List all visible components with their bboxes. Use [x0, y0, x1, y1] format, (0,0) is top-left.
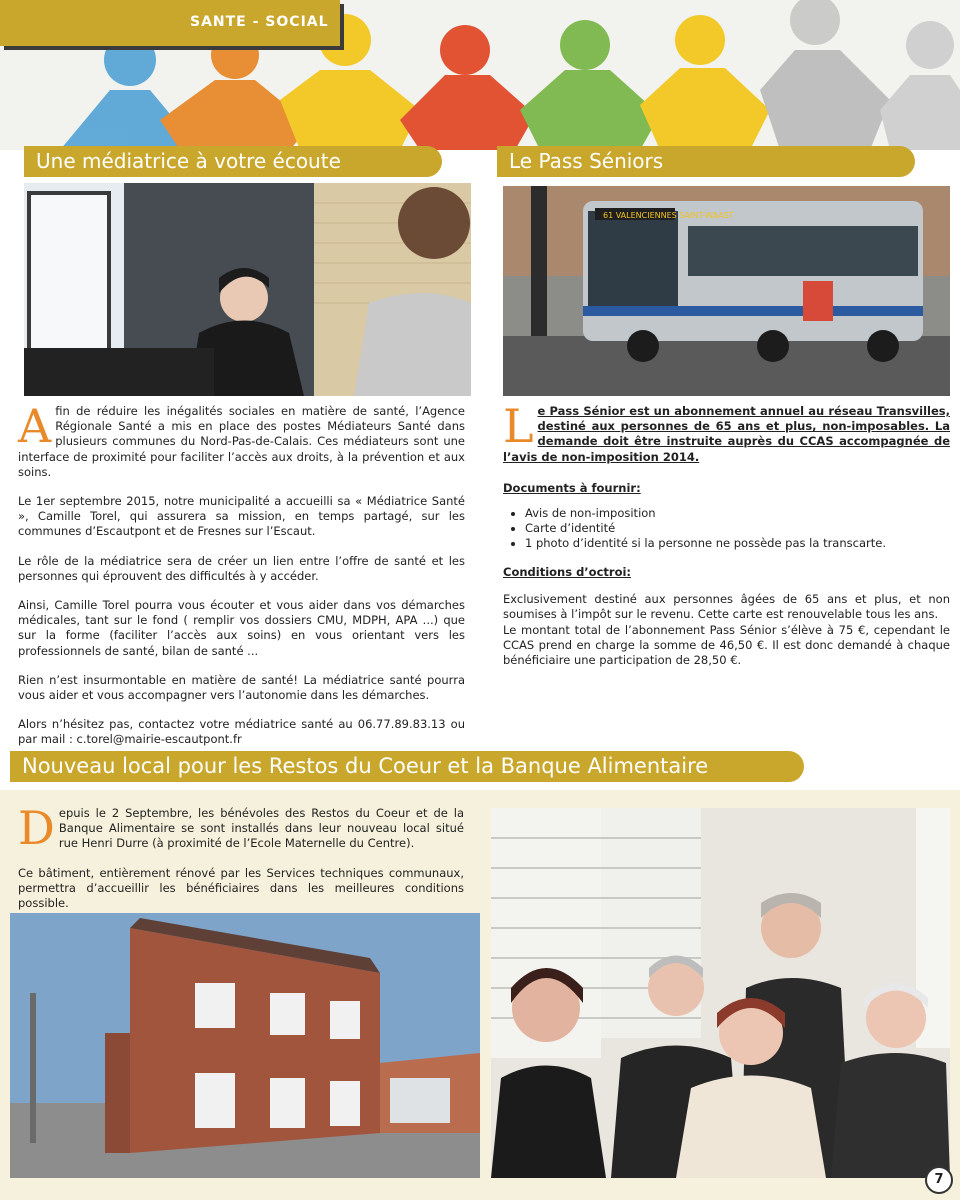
- bus-photo: [503, 186, 950, 396]
- pass-title: Le Pass Séniors: [497, 146, 915, 177]
- pass-docs-list: [503, 506, 950, 551]
- mediatrice-photo: [24, 183, 471, 396]
- mediatrice-paragraph-1: fin de réduire les inégalités sociales en matière de santé, l’Agence Régionale Santé a mis en place des postes Médiateurs Santé dans plusieurs communes du Nord-Pas-de-Calais. Ces médiateurs sont une interface de proximité pour faciliter l’accès aux droits, à la prévention et aux soins.: [18, 404, 465, 479]
- mediatrice-paragraph-3: Le rôle de la médiatrice sera de créer un lien entre l’offre de santé et les personnes qui éprouvent des difficultés à y accéder.: [18, 553, 465, 583]
- mediatrice-paragraph-6: Alors n’hésitez pas, contactez votre médiatrice santé au 06.77.89.83.13 ou par mail : c.torel@mairie-escautpont.fr: [18, 717, 465, 747]
- building-photo: [10, 913, 480, 1178]
- mediatrice-paragraph-5: Rien n’est insurmontable en matière de santé! La médiatrice santé pourra vous aider et vous accompagner vers l’autonomie dans les démarches.: [18, 672, 465, 703]
- list-item: • 1 photo d’identité si la personne ne possède pas la transcarte.: [525, 536, 950, 551]
- pass-conditions-text-2: Le montant total de l’abonnement Pass Sénior s’élève à 75 €, cependant le CCAS prend en charge la somme de 46,50 €. Il est donc demandé à chaque bénéficiaire une participation de 28,50 €.: [503, 622, 950, 668]
- section-tag-label: SANTE - SOCIAL: [190, 14, 329, 30]
- restos-paragraph-2: Ce bâtiment, entièrement rénové par les Services techniques communaux, permettra d’accueillir les bénéficiaires dans les meilleures conditions possible.: [18, 865, 464, 911]
- restos-title: Nouveau local pour les Restos du Coeur et la Banque Alimentaire: [10, 751, 804, 782]
- section-tag: [0, 0, 340, 46]
- restos-paragraph-1: epuis le 2 Septembre, les bénévoles des Restos du Coeur et de la Banque Alimentaire se sont installés dans leur nouveau local situé rue Henri Durre (à proximité de l’Ecole Maternelle du Centre).: [58, 806, 464, 851]
- pass-dropcap: L: [503, 399, 534, 453]
- mediatrice-dropcap: A: [18, 399, 52, 453]
- mediatrice-paragraph-4: Ainsi, Camille Torel pourra vous écouter et vous aider dans vos démarches médicales, tant sur le fond ( remplir vos dossiers CMU, MDPH, APA ...) que sur la forme (faciliter l’accès aux soins) en vous orientant vers les professionnels de santé, bilan de santé ...: [18, 598, 465, 658]
- pass-intro: e Pass Sénior est un abonnement annuel au réseau Transvilles, destiné aux personnes de 65 ans et plus, non-imposables. La demande doit être instruite auprès du CCAS accompagnée de l’avis de non-imposition 2014.: [503, 404, 950, 464]
- restos-dropcap: D: [18, 801, 55, 855]
- bus-destination-sign: 61 VALENCIENNES SAINT-WAAST: [603, 211, 734, 220]
- mediatrice-paragraph-2: Le 1er septembre 2015, notre municipalité a accueilli sa « Médiatrice Santé », Camille Torel, qui assurera sa mission, en temps partagé, sur les communes d’Escautpont et de Fresnes sur l’Escaut.: [18, 494, 465, 539]
- page-number: 7: [925, 1166, 953, 1194]
- volunteers-photo: [491, 808, 950, 1178]
- list-item: • Carte d’identité: [525, 521, 950, 536]
- pass-text: [503, 399, 950, 668]
- restos-text: [18, 801, 464, 911]
- pass-conditions-title: Conditions d’octroi:: [503, 565, 632, 580]
- pass-docs-title: Documents à fournir:: [503, 480, 641, 495]
- mediatrice-text: [18, 399, 465, 748]
- mediatrice-title: Une médiatrice à votre écoute: [24, 146, 442, 177]
- list-item: • Avis de non-imposition: [525, 506, 950, 521]
- pass-conditions-text: Exclusivement destiné aux personnes âgées de 65 ans et plus, et non soumises à l’impôt sur le revenu. Cette carte est renouvelable tous les ans.: [503, 592, 950, 622]
